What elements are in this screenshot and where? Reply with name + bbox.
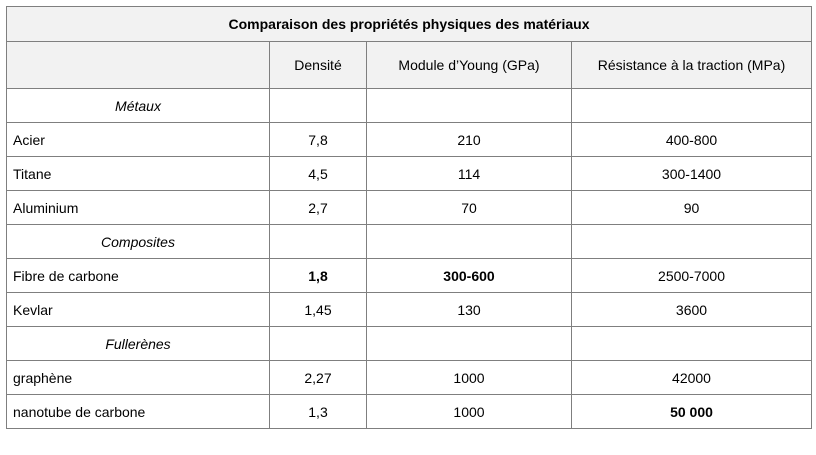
column-header-row <box>7 42 812 89</box>
empty-cell <box>367 327 572 361</box>
young-value: 70 <box>367 191 572 225</box>
category-label: Composites <box>7 225 270 259</box>
traction-value: 50 000 <box>572 395 812 429</box>
material-name: graphène <box>7 361 270 395</box>
traction-value: 42000 <box>572 361 812 395</box>
densite-value: 1,3 <box>270 395 367 429</box>
traction-value: 400-800 <box>572 123 812 157</box>
empty-cell <box>270 89 367 123</box>
traction-value: 2500-7000 <box>572 259 812 293</box>
densite-value: 1,8 <box>270 259 367 293</box>
category-row-composites <box>7 225 812 259</box>
table-row <box>7 395 812 429</box>
empty-cell <box>367 89 572 123</box>
young-value: 1000 <box>367 361 572 395</box>
material-name: Fibre de carbone <box>7 259 270 293</box>
table-title: Comparaison des propriétés physiques des matériaux <box>7 7 812 42</box>
header-tensile-strength: Résistance à la traction (MPa) <box>572 42 812 89</box>
empty-cell <box>367 225 572 259</box>
young-value: 114 <box>367 157 572 191</box>
category-row-fullerenes <box>7 327 812 361</box>
young-value: 130 <box>367 293 572 327</box>
header-densite: Densité <box>270 42 367 89</box>
traction-value: 300-1400 <box>572 157 812 191</box>
empty-cell <box>572 225 812 259</box>
table-row <box>7 361 812 395</box>
table-row <box>7 157 812 191</box>
table-row <box>7 191 812 225</box>
table-row <box>7 259 812 293</box>
densite-value: 4,5 <box>270 157 367 191</box>
material-name: Acier <box>7 123 270 157</box>
material-name: Aluminium <box>7 191 270 225</box>
category-label: Métaux <box>7 89 270 123</box>
traction-value: 90 <box>572 191 812 225</box>
category-row-metaux <box>7 89 812 123</box>
densite-value: 7,8 <box>270 123 367 157</box>
empty-cell <box>572 89 812 123</box>
table-row <box>7 293 812 327</box>
empty-cell <box>270 225 367 259</box>
empty-cell <box>270 327 367 361</box>
traction-value: 3600 <box>572 293 812 327</box>
table-row <box>7 123 812 157</box>
material-name: Kevlar <box>7 293 270 327</box>
densite-value: 2,7 <box>270 191 367 225</box>
young-value: 1000 <box>367 395 572 429</box>
header-empty-cell <box>7 42 270 89</box>
properties-table <box>6 6 812 429</box>
densite-value: 2,27 <box>270 361 367 395</box>
young-value: 300-600 <box>367 259 572 293</box>
table-title-row <box>7 7 812 42</box>
densite-value: 1,45 <box>270 293 367 327</box>
category-label: Fullerènes <box>7 327 270 361</box>
material-name: Titane <box>7 157 270 191</box>
empty-cell <box>572 327 812 361</box>
young-value: 210 <box>367 123 572 157</box>
material-name: nanotube de carbone <box>7 395 270 429</box>
header-young-modulus: Module d’Young (GPa) <box>367 42 572 89</box>
